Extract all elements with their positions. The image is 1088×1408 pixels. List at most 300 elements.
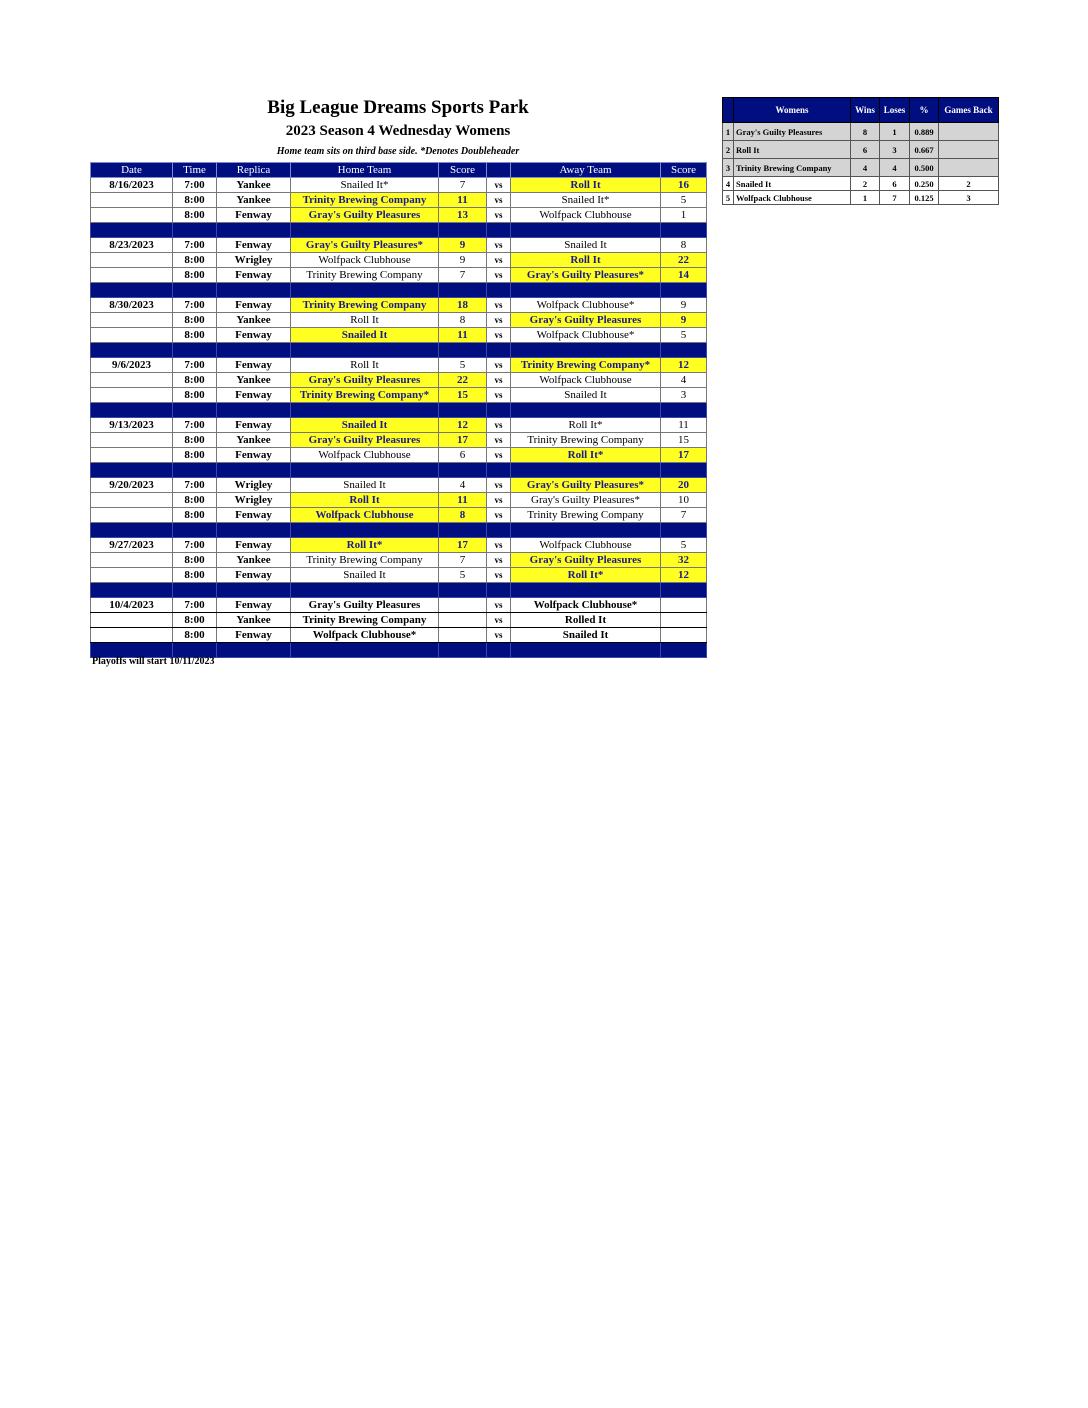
game-row	[91, 553, 707, 568]
standings-table	[722, 97, 999, 205]
time-cell: 8:00	[173, 328, 217, 343]
time-cell: 7:00	[173, 298, 217, 313]
time-cell: 8:00	[173, 208, 217, 223]
away-team-cell: Wolfpack Clubhouse*	[511, 298, 661, 313]
replica-cell: Yankee	[217, 613, 291, 628]
time-cell: 8:00	[173, 373, 217, 388]
game-row	[91, 298, 707, 313]
separator-cell	[487, 523, 511, 538]
date-cell: 9/27/2023	[91, 538, 173, 553]
away-team-cell: Trinity Brewing Company	[511, 508, 661, 523]
separator-cell	[91, 523, 173, 538]
date-cell	[91, 613, 173, 628]
time-cell: 8:00	[173, 568, 217, 583]
away-score-cell: 32	[661, 553, 707, 568]
standings-body	[723, 123, 999, 205]
game-row	[91, 358, 707, 373]
away-score-cell	[661, 628, 707, 643]
date-cell	[91, 268, 173, 283]
separator-cell	[291, 463, 439, 478]
time-cell: 7:00	[173, 538, 217, 553]
date-cell: 9/13/2023	[91, 418, 173, 433]
away-team-cell: Gray's Guilty Pleasures*	[511, 493, 661, 508]
standings-row	[723, 141, 999, 159]
away-score-cell: 5	[661, 538, 707, 553]
date-cell	[91, 313, 173, 328]
vs-cell: vs	[487, 268, 511, 283]
separator-cell	[173, 403, 217, 418]
page-title: Big League Dreams Sports Park	[267, 97, 529, 118]
away-score-cell	[661, 613, 707, 628]
home-team-cell: Trinity Brewing Company	[291, 193, 439, 208]
game-row	[91, 268, 707, 283]
date-cell	[91, 433, 173, 448]
col-header-home-team: Home Team	[291, 163, 439, 178]
away-team-cell: Trinity Brewing Company*	[511, 358, 661, 373]
date-cell	[91, 208, 173, 223]
away-score-cell: 12	[661, 568, 707, 583]
away-team-cell: Wolfpack Clubhouse*	[511, 598, 661, 613]
time-cell: 8:00	[173, 553, 217, 568]
replica-cell: Fenway	[217, 388, 291, 403]
replica-cell: Fenway	[217, 358, 291, 373]
date-cell	[91, 328, 173, 343]
standings-row	[723, 123, 999, 141]
replica-cell: Yankee	[217, 313, 291, 328]
separator-cell	[217, 343, 291, 358]
date-cell: 9/6/2023	[91, 358, 173, 373]
games-back-cell	[939, 141, 999, 159]
away-score-cell: 11	[661, 418, 707, 433]
away-team-cell: Gray's Guilty Pleasures	[511, 553, 661, 568]
away-team-cell: Wolfpack Clubhouse	[511, 373, 661, 388]
home-score-cell: 17	[439, 538, 487, 553]
time-cell: 8:00	[173, 268, 217, 283]
home-team-cell: Wolfpack Clubhouse	[291, 253, 439, 268]
home-team-cell: Gray's Guilty Pleasures*	[291, 238, 439, 253]
home-team-cell: Gray's Guilty Pleasures	[291, 208, 439, 223]
standings-header-womens: Womens	[734, 98, 851, 123]
wins-cell: 6	[851, 141, 880, 159]
separator-cell	[487, 403, 511, 418]
home-score-cell: 13	[439, 208, 487, 223]
separator-cell	[487, 343, 511, 358]
away-team-cell: Snailed It	[511, 388, 661, 403]
game-row	[91, 178, 707, 193]
home-team-cell: Snailed It	[291, 418, 439, 433]
game-row	[91, 628, 707, 643]
date-cell	[91, 193, 173, 208]
separator-cell	[173, 583, 217, 598]
loses-cell: 3	[880, 141, 910, 159]
home-score-cell: 12	[439, 418, 487, 433]
team-name-cell: Gray's Guilty Pleasures	[734, 123, 851, 141]
away-score-cell: 22	[661, 253, 707, 268]
time-cell: 8:00	[173, 193, 217, 208]
home-team-cell: Snailed It*	[291, 178, 439, 193]
wins-cell: 8	[851, 123, 880, 141]
away-team-cell: Snailed It	[511, 628, 661, 643]
separator-cell	[511, 223, 661, 238]
away-team-cell: Snailed It*	[511, 193, 661, 208]
separator-cell	[217, 523, 291, 538]
home-score-cell: 15	[439, 388, 487, 403]
vs-cell: vs	[487, 508, 511, 523]
col-header-replica: Replica	[217, 163, 291, 178]
date-cell: 8/16/2023	[91, 178, 173, 193]
replica-cell: Fenway	[217, 328, 291, 343]
separator-cell	[173, 223, 217, 238]
separator-cell	[511, 523, 661, 538]
standings-row	[723, 159, 999, 177]
away-team-cell: Roll It*	[511, 568, 661, 583]
team-name-cell: Trinity Brewing Company	[734, 159, 851, 177]
replica-cell: Yankee	[217, 193, 291, 208]
replica-cell: Fenway	[217, 598, 291, 613]
away-score-cell: 9	[661, 313, 707, 328]
away-team-cell: Gray's Guilty Pleasures*	[511, 268, 661, 283]
replica-cell: Yankee	[217, 553, 291, 568]
loses-cell: 1	[880, 123, 910, 141]
col-header-date: Date	[91, 163, 173, 178]
replica-cell: Yankee	[217, 433, 291, 448]
vs-cell: vs	[487, 328, 511, 343]
game-row	[91, 448, 707, 463]
home-score-cell	[439, 598, 487, 613]
date-cell	[91, 568, 173, 583]
separator-cell	[91, 283, 173, 298]
replica-cell: Fenway	[217, 508, 291, 523]
game-row	[91, 373, 707, 388]
standings-row	[723, 177, 999, 191]
time-cell: 7:00	[173, 598, 217, 613]
rank-cell: 4	[723, 177, 734, 191]
games-back-cell	[939, 123, 999, 141]
home-score-cell: 9	[439, 253, 487, 268]
col-header-vs	[487, 163, 511, 178]
home-team-cell: Roll It*	[291, 538, 439, 553]
time-cell: 7:00	[173, 238, 217, 253]
replica-cell: Fenway	[217, 448, 291, 463]
game-row	[91, 478, 707, 493]
separator-cell	[511, 403, 661, 418]
wins-cell: 1	[851, 191, 880, 205]
home-score-cell: 6	[439, 448, 487, 463]
game-row	[91, 433, 707, 448]
replica-cell: Fenway	[217, 418, 291, 433]
away-team-cell: Roll It	[511, 253, 661, 268]
vs-cell: vs	[487, 238, 511, 253]
date-cell: 8/30/2023	[91, 298, 173, 313]
separator-cell	[661, 283, 707, 298]
separator-row	[91, 463, 707, 478]
game-row	[91, 193, 707, 208]
separator-row	[91, 223, 707, 238]
separator-row	[91, 523, 707, 538]
home-team-cell: Roll It	[291, 358, 439, 373]
home-team-cell: Gray's Guilty Pleasures	[291, 373, 439, 388]
date-cell	[91, 448, 173, 463]
away-team-cell: Wolfpack Clubhouse	[511, 538, 661, 553]
replica-cell: Fenway	[217, 298, 291, 313]
date-cell	[91, 253, 173, 268]
separator-row	[91, 583, 707, 598]
away-score-cell: 7	[661, 508, 707, 523]
replica-cell: Yankee	[217, 373, 291, 388]
time-cell: 8:00	[173, 253, 217, 268]
replica-cell: Fenway	[217, 538, 291, 553]
separator-cell	[291, 403, 439, 418]
away-team-cell: Snailed It	[511, 238, 661, 253]
team-name-cell: Wolfpack Clubhouse	[734, 191, 851, 205]
standings-header-pct: %	[910, 98, 939, 123]
vs-cell: vs	[487, 358, 511, 373]
date-cell	[91, 373, 173, 388]
separator-row	[91, 343, 707, 358]
separator-cell	[91, 463, 173, 478]
replica-cell: Wrigley	[217, 478, 291, 493]
game-row	[91, 538, 707, 553]
away-team-cell: Roll It	[511, 178, 661, 193]
standings-row	[723, 191, 999, 205]
away-team-cell: Rolled It	[511, 613, 661, 628]
col-header-home-score: Score	[439, 163, 487, 178]
date-cell: 10/4/2023	[91, 598, 173, 613]
vs-cell: vs	[487, 553, 511, 568]
vs-cell: vs	[487, 628, 511, 643]
away-score-cell: 8	[661, 238, 707, 253]
home-team-cell: Roll It	[291, 313, 439, 328]
vs-cell: vs	[487, 538, 511, 553]
vs-cell: vs	[487, 613, 511, 628]
separator-cell	[91, 403, 173, 418]
date-cell	[91, 508, 173, 523]
home-score-cell: 4	[439, 478, 487, 493]
replica-cell: Fenway	[217, 268, 291, 283]
home-team-cell: Wolfpack Clubhouse	[291, 508, 439, 523]
standings-header-wins: Wins	[851, 98, 880, 123]
away-score-cell	[661, 598, 707, 613]
away-score-cell: 14	[661, 268, 707, 283]
page-subtitle: 2023 Season 4 Wednesday Womens	[285, 123, 511, 139]
standings-header-loses: Loses	[880, 98, 910, 123]
separator-cell	[439, 583, 487, 598]
rank-cell: 5	[723, 191, 734, 205]
rank-cell: 3	[723, 159, 734, 177]
away-score-cell: 16	[661, 178, 707, 193]
standings-header-games-back: Games Back	[939, 98, 999, 123]
separator-cell	[217, 403, 291, 418]
separator-cell	[661, 343, 707, 358]
separator-cell	[291, 583, 439, 598]
vs-cell: vs	[487, 418, 511, 433]
away-team-cell: Wolfpack Clubhouse*	[511, 328, 661, 343]
team-name-cell: Snailed It	[734, 177, 851, 191]
separator-cell	[439, 523, 487, 538]
home-score-cell: 7	[439, 268, 487, 283]
time-cell: 7:00	[173, 478, 217, 493]
away-score-cell: 12	[661, 358, 707, 373]
game-row	[91, 598, 707, 613]
col-header-away-team: Away Team	[511, 163, 661, 178]
time-cell: 7:00	[173, 418, 217, 433]
date-cell	[91, 388, 173, 403]
separator-cell	[487, 583, 511, 598]
separator-cell	[217, 643, 291, 658]
schedule-header-row	[91, 163, 707, 178]
separator-cell	[487, 223, 511, 238]
pct-cell: 0.889	[910, 123, 939, 141]
game-row	[91, 313, 707, 328]
home-score-cell: 5	[439, 358, 487, 373]
home-score-cell: 7	[439, 178, 487, 193]
away-score-cell: 15	[661, 433, 707, 448]
separator-cell	[439, 643, 487, 658]
date-cell	[91, 628, 173, 643]
away-team-cell: Roll It*	[511, 418, 661, 433]
separator-cell	[291, 223, 439, 238]
vs-cell: vs	[487, 598, 511, 613]
away-team-cell: Roll It*	[511, 448, 661, 463]
home-score-cell: 11	[439, 328, 487, 343]
away-score-cell: 1	[661, 208, 707, 223]
separator-cell	[511, 643, 661, 658]
separator-cell	[487, 463, 511, 478]
separator-cell	[439, 463, 487, 478]
time-cell: 8:00	[173, 508, 217, 523]
home-score-cell: 7	[439, 553, 487, 568]
vs-cell: vs	[487, 373, 511, 388]
home-score-cell: 22	[439, 373, 487, 388]
separator-cell	[661, 523, 707, 538]
separator-cell	[661, 223, 707, 238]
separator-cell	[661, 643, 707, 658]
col-header-away-score: Score	[661, 163, 707, 178]
time-cell: 7:00	[173, 178, 217, 193]
vs-cell: vs	[487, 433, 511, 448]
separator-cell	[439, 223, 487, 238]
game-row	[91, 568, 707, 583]
home-team-cell: Gray's Guilty Pleasures	[291, 433, 439, 448]
time-cell: 8:00	[173, 628, 217, 643]
home-team-cell: Snailed It	[291, 328, 439, 343]
date-cell	[91, 553, 173, 568]
time-cell: 8:00	[173, 388, 217, 403]
vs-cell: vs	[487, 298, 511, 313]
standings-header-row	[723, 98, 999, 123]
home-score-cell: 9	[439, 238, 487, 253]
game-row	[91, 613, 707, 628]
away-score-cell: 20	[661, 478, 707, 493]
separator-cell	[173, 463, 217, 478]
replica-cell: Yankee	[217, 178, 291, 193]
pct-cell: 0.125	[910, 191, 939, 205]
home-score-cell: 11	[439, 493, 487, 508]
vs-cell: vs	[487, 253, 511, 268]
games-back-cell: 2	[939, 177, 999, 191]
vs-cell: vs	[487, 478, 511, 493]
time-cell: 8:00	[173, 493, 217, 508]
separator-cell	[511, 463, 661, 478]
separator-cell	[173, 343, 217, 358]
vs-cell: vs	[487, 388, 511, 403]
playoffs-note: Playoffs will start 10/11/2023	[92, 656, 215, 667]
vs-cell: vs	[487, 313, 511, 328]
home-score-cell: 8	[439, 508, 487, 523]
away-team-cell: Trinity Brewing Company	[511, 433, 661, 448]
replica-cell: Wrigley	[217, 253, 291, 268]
separator-cell	[217, 223, 291, 238]
loses-cell: 6	[880, 177, 910, 191]
pct-cell: 0.500	[910, 159, 939, 177]
home-team-cell: Trinity Brewing Company	[291, 613, 439, 628]
wins-cell: 4	[851, 159, 880, 177]
home-score-cell: 17	[439, 433, 487, 448]
separator-cell	[487, 643, 511, 658]
game-row	[91, 418, 707, 433]
pct-cell: 0.250	[910, 177, 939, 191]
vs-cell: vs	[487, 448, 511, 463]
home-team-cell: Gray's Guilty Pleasures	[291, 598, 439, 613]
game-row	[91, 208, 707, 223]
separator-cell	[173, 523, 217, 538]
separator-row	[91, 403, 707, 418]
vs-cell: vs	[487, 493, 511, 508]
away-team-cell: Wolfpack Clubhouse	[511, 208, 661, 223]
replica-cell: Fenway	[217, 628, 291, 643]
separator-cell	[511, 343, 661, 358]
game-row	[91, 328, 707, 343]
time-cell: 8:00	[173, 448, 217, 463]
schedule-table	[90, 162, 707, 658]
date-cell	[91, 493, 173, 508]
separator-cell	[91, 583, 173, 598]
separator-cell	[439, 283, 487, 298]
separator-cell	[173, 283, 217, 298]
separator-cell	[487, 283, 511, 298]
games-back-cell	[939, 159, 999, 177]
standings-header-rank	[723, 98, 734, 123]
away-score-cell: 5	[661, 193, 707, 208]
separator-cell	[291, 343, 439, 358]
replica-cell: Fenway	[217, 238, 291, 253]
separator-cell	[217, 283, 291, 298]
separator-cell	[217, 583, 291, 598]
home-score-cell	[439, 613, 487, 628]
game-row	[91, 238, 707, 253]
time-cell: 8:00	[173, 613, 217, 628]
home-team-cell: Snailed It	[291, 568, 439, 583]
rank-cell: 2	[723, 141, 734, 159]
home-team-cell: Roll It	[291, 493, 439, 508]
game-row	[91, 508, 707, 523]
home-score-cell: 11	[439, 193, 487, 208]
team-name-cell: Roll It	[734, 141, 851, 159]
separator-cell	[661, 463, 707, 478]
home-team-cell: Trinity Brewing Company*	[291, 388, 439, 403]
separator-cell	[217, 463, 291, 478]
rank-cell: 1	[723, 123, 734, 141]
separator-cell	[439, 403, 487, 418]
game-row	[91, 493, 707, 508]
separator-cell	[291, 523, 439, 538]
separator-cell	[439, 343, 487, 358]
date-cell: 8/23/2023	[91, 238, 173, 253]
away-score-cell: 9	[661, 298, 707, 313]
date-cell: 9/20/2023	[91, 478, 173, 493]
away-score-cell: 3	[661, 388, 707, 403]
separator-cell	[291, 643, 439, 658]
